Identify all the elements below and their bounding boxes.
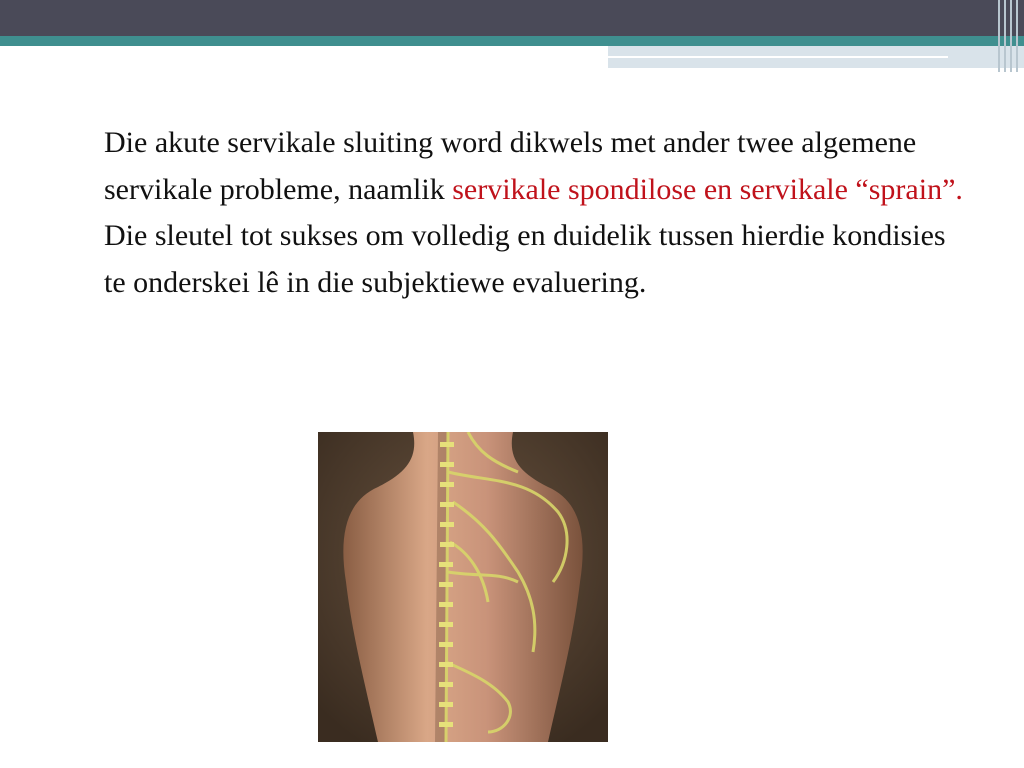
header-band xyxy=(0,0,1024,36)
body-text-highlight: servikale spondilose en servikale “sprain”. xyxy=(452,172,963,206)
header-accent-stripe xyxy=(0,36,1024,46)
spine-illustration xyxy=(318,432,608,742)
header-pale-line xyxy=(608,56,948,58)
slide-body-text xyxy=(104,120,964,306)
spine-nerves-back-photo-icon xyxy=(318,432,608,742)
body-text-part1: Die akute servikale sluiting word dikwels met ander twee algemene servikale probleme, naamlik xyxy=(104,126,917,206)
body-text-part2: Die sleutel tot sukses om volledig en duidelik tussen hierdie kondisies te onderskei lê in die subjektiewe evaluering. xyxy=(104,219,946,299)
header-vertical-rules xyxy=(994,0,1024,72)
